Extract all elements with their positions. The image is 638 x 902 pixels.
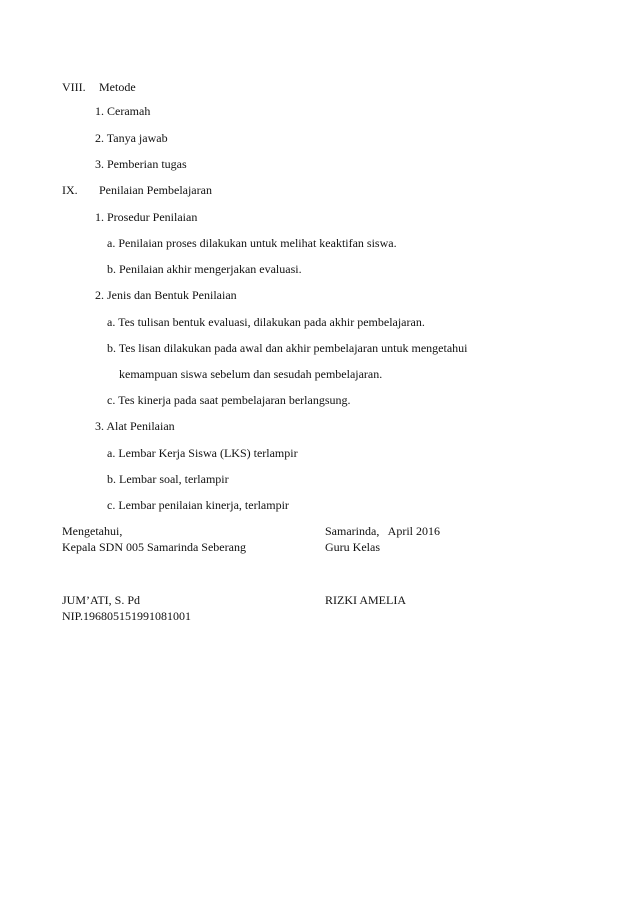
jenis-item-c: c. Tes kinerja pada saat pembelajaran berlangsung.: [107, 393, 351, 407]
jenis-item-a: a. Tes tulisan bentuk evaluasi, dilakukan pada akhir pembelajaran.: [107, 315, 425, 329]
signature-right-line2: Guru Kelas: [325, 540, 380, 554]
prosedur-item-a: a. Penilaian proses dilakukan untuk melihat keaktifan siswa.: [107, 236, 397, 250]
alat-item-a: a. Lembar Kerja Siswa (LKS) terlampir: [107, 446, 298, 460]
jenis-item-b-continued: kemampuan siswa sebelum dan sesudah pembelajaran.: [119, 367, 383, 381]
section-viii-title: Metode: [99, 80, 136, 94]
section-ix-title: Penilaian Pembelajaran: [99, 183, 212, 197]
signature-date: Samarinda, April 2016: [325, 524, 440, 538]
signature-right-line1: [325, 524, 440, 538]
metode-item-2: 2. Tanya jawab: [95, 131, 168, 145]
prosedur-item-b: b. Penilaian akhir mengerjakan evaluasi.: [107, 262, 302, 276]
alat-item-b: b. Lembar soal, terlampir: [107, 472, 229, 486]
section-ix-heading: [62, 183, 212, 197]
alat-penilaian-heading: 3. Alat Penilaian: [95, 419, 175, 433]
signature-left-name: JUM’ATI, S. Pd: [62, 593, 141, 607]
signature-left-nip: NIP.196805151991081001: [62, 609, 192, 623]
alat-item-c: c. Lembar penilaian kinerja, terlampir: [107, 498, 289, 512]
jenis-item-b: b. Tes lisan dilakukan pada awal dan akhir pembelajaran untuk mengetahui: [107, 341, 468, 355]
signature-right-name: RIZKI AMELIA: [325, 593, 406, 607]
section-viii-heading: [62, 80, 136, 94]
signature-left-line1: Mengetahui,: [62, 524, 123, 538]
signature-left-line2: Kepala SDN 005 Samarinda Seberang: [62, 540, 246, 554]
prosedur-penilaian-heading: 1. Prosedur Penilaian: [95, 210, 198, 224]
jenis-penilaian-heading: 2. Jenis dan Bentuk Penilaian: [95, 288, 237, 302]
metode-item-3: 3. Pemberian tugas: [95, 157, 187, 171]
metode-item-1: 1. Ceramah: [95, 104, 151, 118]
section-ix-number: IX.: [62, 183, 78, 197]
section-viii-number: VIII.: [62, 80, 86, 94]
